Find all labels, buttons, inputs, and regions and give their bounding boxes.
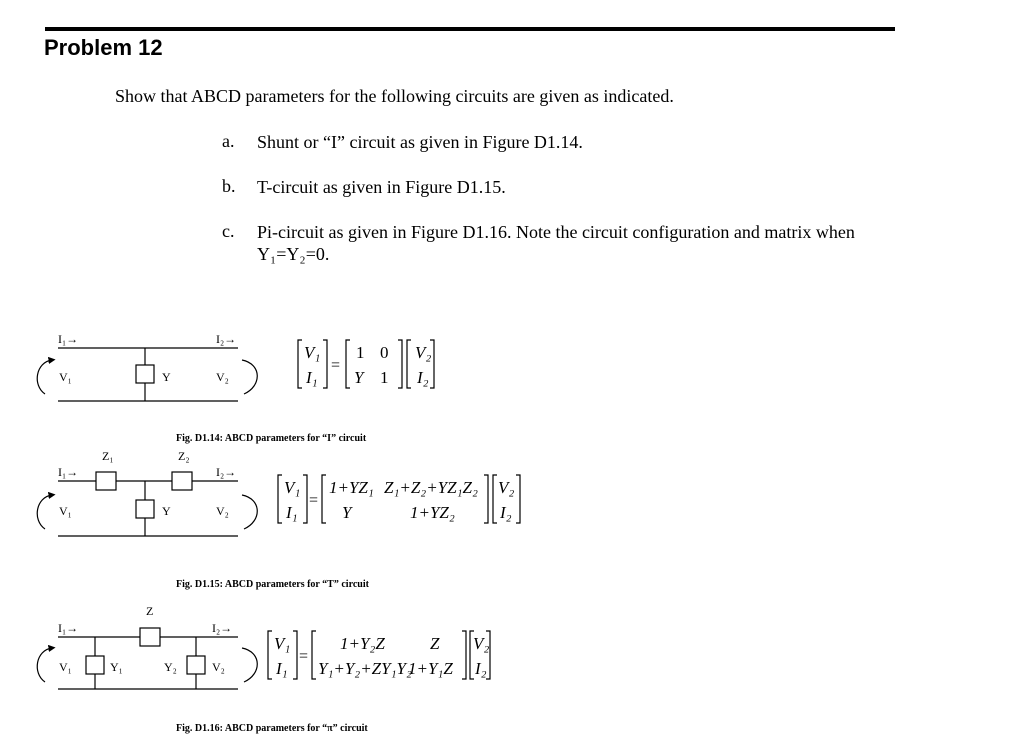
fig14-caption: Fig. D1.14: ABCD parameters for “I” circuit [176,433,367,444]
fig16-m12: Z [430,634,440,653]
fig15-m11: 1+YZ₁ [329,478,374,497]
fig15-caption: Fig. D1.15: ABCD parameters for “T” circuit [176,579,369,590]
fig14-i1-label: I₁→ [58,332,79,346]
fig14-v1-arrow [37,360,52,394]
fig16-equals: = [299,648,309,665]
fig16-z-box [140,628,160,646]
fig15-rhs-top: V₂ [498,478,515,497]
fig15-m12: Z₁+Z₂+YZ₁Z₂ [384,478,478,497]
fig16-y1-box [86,656,104,674]
fig16-y1-label: Y₁ [110,660,123,674]
fig16-m21: Y₁+Y₂+ZY₁Y₂ [318,659,412,678]
fig15-z1-box [96,472,116,490]
fig16-m22: 1+Y₁Z [408,659,453,678]
fig16-i2-label: I₂→ [212,621,233,635]
item-c-line2: Y₁=Y₂=0. [257,244,330,264]
fig16-y2-box [187,656,205,674]
fig14-equals: = [331,357,341,374]
fig14-m21: Y [354,368,364,387]
page-title: Problem 12 [44,35,163,60]
fig14-lhs-bot: I₁ [306,368,318,387]
fig14-lhs-top: V₁ [304,343,321,362]
item-c-line1: Pi-circuit as given in Figure D1.16. Note the circuit configuration and matrix when [257,222,855,242]
fig15-m22: 1+YZ₂ [410,503,455,522]
fig16-lhs-top: V₁ [274,634,291,653]
fig16-rhs-top: V₂ [473,634,490,653]
item-a-marker: a. [222,131,235,151]
fig16-v1-arrow [37,648,52,682]
fig-d1-16-circuit [37,628,257,689]
intro-text: Show that ABCD parameters for the following circuits are given as indicated. [115,86,674,106]
fig14-v2-arrow [242,360,257,394]
fig14-v2-label: V₂ [216,370,229,384]
fig15-y-box [136,500,154,518]
fig16-y2-label: Y₂ [164,660,177,674]
fig16-i1-label: I₁→ [58,621,79,635]
item-a-text: Shunt or “I” circuit as given in Figure D1.14. [257,132,583,152]
fig15-equals: = [309,492,319,509]
fig15-lhs-top: V₁ [284,478,301,497]
fig16-m11: 1+Y₂Z [340,634,385,653]
fig14-rhs-bot: I₂ [417,368,429,387]
fig16-v1-label: V₁ [59,660,72,674]
fig14-rhs-top: V₂ [415,343,432,362]
fig14-y-label: Y [162,370,171,384]
fig16-lhs-bot: I₁ [276,659,288,678]
item-c-marker: c. [222,221,235,241]
fig15-rhs-bot: I₂ [500,503,512,522]
fig14-y-box [136,365,154,383]
fig14-m22: 1 [380,368,389,387]
fig15-i2-label: I₂→ [216,465,237,479]
item-b-marker: b. [222,176,236,196]
fig15-y-label: Y [162,504,171,518]
fig15-v1-arrow [37,495,52,529]
item-b-text: T-circuit as given in Figure D1.15. [257,177,506,197]
fig15-v1-label: V₁ [59,504,72,518]
fig15-z2-label: Z₂ [178,449,190,463]
fig15-v2-label: V₂ [216,504,229,518]
fig14-m12: 0 [380,343,389,362]
fig16-rhs-bot: I₂ [475,659,487,678]
fig15-m21: Y [342,503,352,522]
fig16-v2-arrow [242,648,257,682]
fig15-lhs-bot: I₁ [286,503,298,522]
fig14-i2-label: I₂→ [216,332,237,346]
fig16-v2-label: V₂ [212,660,225,674]
fig15-v2-arrow [242,495,257,529]
fig15-z2-box [172,472,192,490]
fig15-z1-label: Z₁ [102,449,114,463]
fig14-m11: 1 [356,343,365,362]
fig16-caption: Fig. D1.16: ABCD parameters for “π” circuit [176,723,368,734]
fig16-z-label: Z [146,604,154,618]
fig15-i1-label: I₁→ [58,465,79,479]
fig14-v1-label: V₁ [59,370,72,384]
